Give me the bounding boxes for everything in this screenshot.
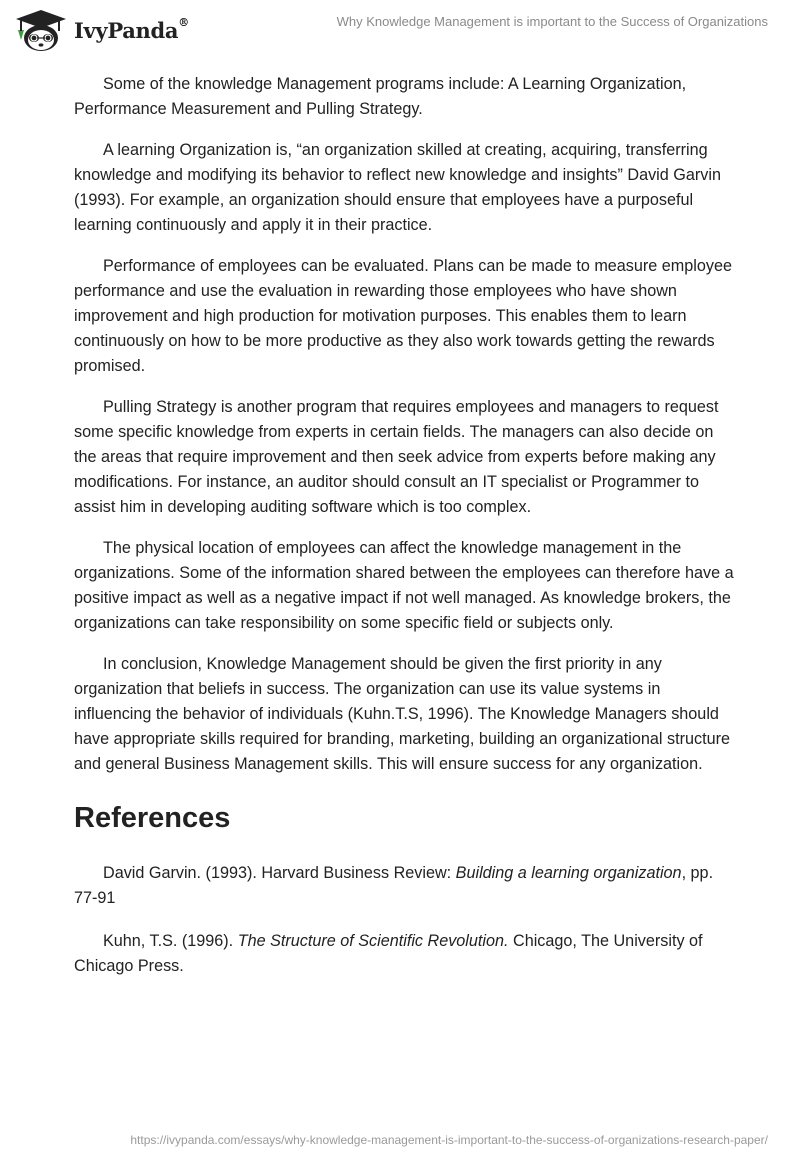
body-paragraph: A learning Organization is, “an organization skilled at creating, acquiring, transferring knowledge and modifying its behavior to reflect new knowledge and insights” David Garvin (1993). For example, an organization should ensure that employees have a purposeful learning continuously and apply it in their practice. bbox=[74, 141, 721, 234]
document-title: Why Knowledge Management is important to the Success of Organizations bbox=[336, 14, 768, 29]
body-paragraph: In conclusion, Knowledge Management should be given the first priority in any organization that beliefs in success. The organization can use its value systems in influencing the behavior of individuals (Kuhn.T.S, 1996). The Knowledge Managers should have appropriate skills required for branding, marketing, building an organizational structure and general Business Management skills. This will ensure success for any organization. bbox=[74, 655, 730, 773]
body-paragraph: The physical location of employees can affect the knowledge management in the organizations. Some of the information shared between the employees can therefore have a positive impact as well as a negative impact if not well managed. As knowledge brokers, the organizations can take responsibility on some specific field or subjects only. bbox=[74, 539, 734, 632]
body-paragraph: Some of the knowledge Management programs include: A Learning Organization, Performance Measurement and Pulling Strategy. bbox=[74, 75, 687, 118]
page-header bbox=[0, 0, 800, 60]
ivypanda-logo[interactable] bbox=[14, 8, 189, 52]
source-url[interactable]: https://ivypanda.com/essays/why-knowledge-management-is-important-to-the-success-of-organizations-research-paper/ bbox=[130, 1133, 768, 1147]
brand-name: IvyPanda® bbox=[74, 15, 189, 43]
reference-item: David Garvin. (1993). Harvard Business Review: Building a learning organization, pp. 77-91 bbox=[74, 864, 714, 907]
registered-mark: ® bbox=[178, 15, 189, 29]
body-paragraph: Performance of employees can be evaluated. Plans can be made to measure employee performance and use the evaluation in rewarding those employees who have shown improvement and high production for motivation purposes. This enables them to learn continuously on how to be more productive as they also work towards getting the rewards promised. bbox=[74, 257, 732, 375]
reference-title: Building a learning organization bbox=[455, 864, 682, 882]
reference-title: The Structure of Scientific Revolution. bbox=[237, 932, 509, 950]
panda-graduate-icon bbox=[14, 8, 68, 52]
references-heading: References bbox=[74, 802, 231, 834]
body-paragraph: Pulling Strategy is another program that requires employees and managers to request some specific knowledge from experts in certain fields. The managers can also decide on the areas that require improvement and then seek advice from experts before making any modifications. For instance, an auditor should consult an IT specialist or Programmer to assist him in developing auditing software which is too complex. bbox=[74, 398, 719, 516]
reference-item: Kuhn, T.S. (1996). The Structure of Scientific Revolution. Chicago, The University of Chicago Press. bbox=[74, 932, 703, 975]
essay-content bbox=[74, 72, 734, 997]
